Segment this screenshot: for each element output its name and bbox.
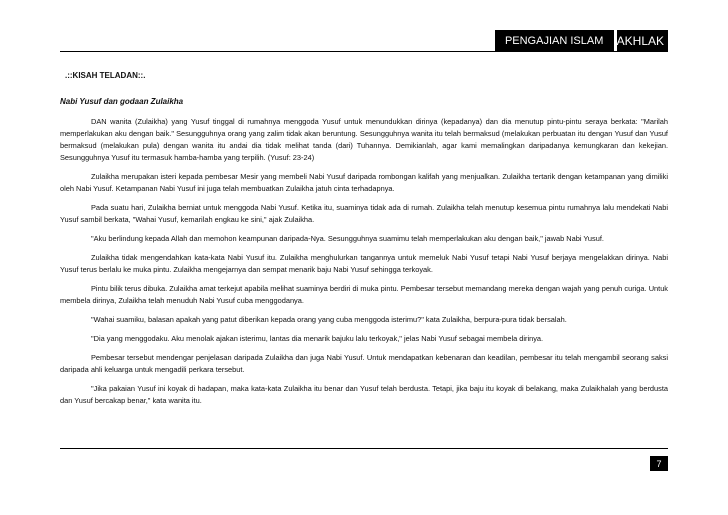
footer-divider: [60, 448, 668, 449]
page-header: [60, 30, 668, 51]
header-category: PENGAJIAN ISLAM: [495, 30, 617, 51]
story-title: Nabi Yusuf dan godaan Zulaikha: [60, 97, 184, 106]
header-divider: [60, 51, 668, 52]
paragraph: "Jika pakaian Yusuf ini koyak di hadapan, maka kata-kata Zulaikha itu benar dan Yusuf telah berdusta. Tetapi, jika baju itu koyak di belakang, maka Zulaikhalah yang berdusta dan Yusuf bercakap benar," kata wanita itu.: [60, 384, 668, 405]
paragraph: Zulaikha merupakan isteri kepada pembesar Mesir yang membeli Nabi Yusuf daripada rombongan kalifah yang menjualkan. Zulaikha tertarik dengan ketampanan yang dimiliki oleh Nabi Yusuf. Ketampanan Nabi Yusuf ini juga telah membuatkan Zulaikha jatuh cinta terhadapnya.: [60, 172, 668, 193]
section-label: .::KISAH TELADAN::.: [65, 71, 146, 80]
paragraph: Pintu bilik terus dibuka. Zulaikha amat terkejut apabila melihat suaminya berdiri di muka pintu. Pembesar tersebut memandang mereka dengan wajah yang penuh curiga. Untuk membela dirinya, Zulaikha telah menuduh Nabi Yusuf cuba menggodanya.: [60, 284, 668, 305]
header-topic: AKHLAK: [617, 30, 668, 51]
paragraph: "Dia yang menggodaku. Aku menolak ajakan isterimu, lantas dia menarik bajuku lalu terkoyak," jelas Nabi Yusuf sebagai membela dirinya.: [91, 334, 544, 343]
page-content: [60, 70, 668, 414]
paragraph: Zulaikha tidak mengendahkan kata-kata Nabi Yusuf itu. Zulaikha menghulurkan tangannya untuk memeluk Nabi Yusuf tetapi Nabi Yusuf berjaya mengelakkan dirinya. Nabi Yusuf terus berlalu ke muka pintu. Zulaikha mengejarnya dan sempat menarik baju Nabi Yusuf sehingga terkoyak.: [60, 253, 668, 274]
header-spacer: [60, 30, 495, 51]
paragraph: Pembesar tersebut mendengar penjelasan daripada Zulaikha dan juga Nabi Yusuf. Untuk mendapatkan kebenaran dan keadilan, pembesar itu telah mengambil seorang saksi daripada ahli keluarga untuk mengadili perkara tersebut.: [60, 353, 668, 374]
paragraph: "Wahai suamiku, balasan apakah yang patut diberikan kepada orang yang cuba menggoda isterimu?" kata Zulaikha, berpura-pura tidak bersalah.: [91, 315, 567, 324]
page-number: 7: [650, 456, 668, 471]
paragraph: Pada suatu hari, Zulaikha berniat untuk menggoda Nabi Yusuf. Ketika itu, suaminya tidak ada di rumah. Zulaikha telah menutup kesemua pintu rumahnya lalu mendekati Nabi Yusuf sambil berkata, "Wahai Yusuf, kemarilah engkau ke sini," ajak Zulaikha.: [60, 203, 668, 224]
paragraph: DAN wanita (Zulaikha) yang Yusuf tinggal di rumahnya menggoda Yusuf untuk menundukkan dirinya (kepadanya) dan dia menutup pintu-pintu seraya berkata: "Marilah memperlakukan aku dengan baik." Sesungguhnya orang yang zalim tidak akan beruntung. Sesungguhnya wanita itu telah bermaksud (melakukan perbuatan itu dengan Yusuf dan Yusuf bermaksud (melakukan pula) dengan wanita itu andai dia tidak melihat tanda (dari) Tuhannya. Demikianlah, agar kami memalingkan daripadanya kemungkaran dan kekejian. Sesungguhnya Yusuf itu termasuk hamba-hamba yang terpilih. (Yusuf: 23-24): [60, 117, 668, 162]
paragraph: "Aku berlindung kepada Allah dan memohon keampunan daripada-Nya. Sesungguhnya suamimu telah memperlakukan aku dengan baik," jawab Nabi Yusuf.: [91, 234, 604, 243]
